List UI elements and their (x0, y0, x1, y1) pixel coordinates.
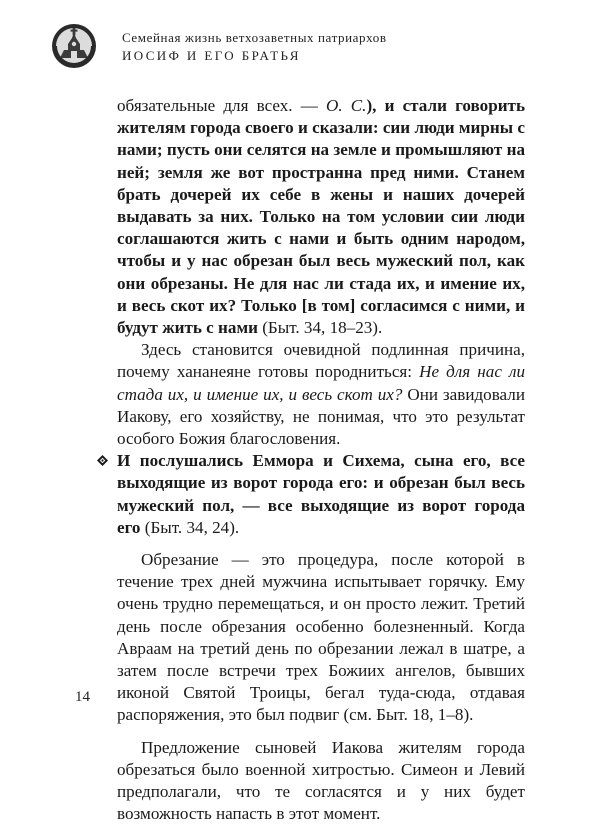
scripture-quote-1: и стали говорить жителям города своего и сказали: сии люди мирны с нами; пусть они селятся на земле и промышляют на ней; земля же вот пространна пред ними. Станем брать дочерей их себе в жены и наших дочерей выдавать за них. Только на том условии сии люди соглашаются жить с нами и быть одним народом, чтобы и у нас обрезан был весь мужеский пол, как они обрезаны. Не для нас ли стада их, и имение их, и весь скот их? Только [в том] согласимся с ними, и будут жить с нами (117, 96, 525, 338)
commentary-1-italic-quote: Не для нас ли стада их, и имение их, и весь скот их? (117, 362, 525, 404)
commentary-paragraph-1 (117, 339, 525, 450)
quote-lead-close: ), (366, 96, 385, 115)
commentary-paragraph-3: Предложение сыновей Иакова жителям города обрезаться было военной хитростью. Симеон и Левий предполагали, что те согласятся и у них будет возможность напасть в этот момент. (117, 737, 525, 824)
scripture-quote-2-paragraph (117, 450, 525, 539)
scripture-reference-2: (Быт. 34, 24). (140, 517, 240, 537)
body-text (117, 95, 525, 826)
chapter-title: ИОСИФ И ЕГО БРАТЬЯ (122, 48, 301, 63)
series-title: Семейная жизнь ветхозаветных патриархов (122, 30, 387, 45)
author-initials: О. С. (325, 96, 367, 115)
scripture-quote-2: И послушались Еммора и Сихема, сына его, все выходящие из ворот города его: и обрезан был весь мужеский пол, — все выходящие из ворот города его (117, 451, 525, 537)
quote-continuation (117, 95, 525, 339)
page-number: 14 (75, 689, 90, 705)
scripture-reference-1: (Быт. 34, 18–23). (257, 318, 383, 338)
quote-lead: обязательные для всех. — (117, 96, 326, 115)
church-emblem-icon (50, 22, 98, 70)
diamond-bullet-icon (97, 455, 108, 466)
commentary-paragraph-2: Обрезание — это процедура, после которой в течение трех дней мужчина испытывает горячку. Ему очень трудно перемещаться, и он просто лежит. Третий день после обрезания особенно болезненный. Когда Авраам на третий день по обрезании лежал в шатре, а затем после встречи трех Божиих ангелов, бывших иконой Святой Троицы, бегал туда-сюда, отдавая распоряжения, это был подвиг (см. Быт. 18, 1–8). (117, 550, 525, 725)
running-header (50, 18, 550, 78)
commentary-1-start: Здесь становится очевидной подлинная причина, почему хананеяне готовы породниться: (117, 340, 525, 382)
commentary-1-end: Они завидовали Иакову, его хозяйству, не понимая, что это результат особого Божия благословения. (117, 384, 525, 449)
